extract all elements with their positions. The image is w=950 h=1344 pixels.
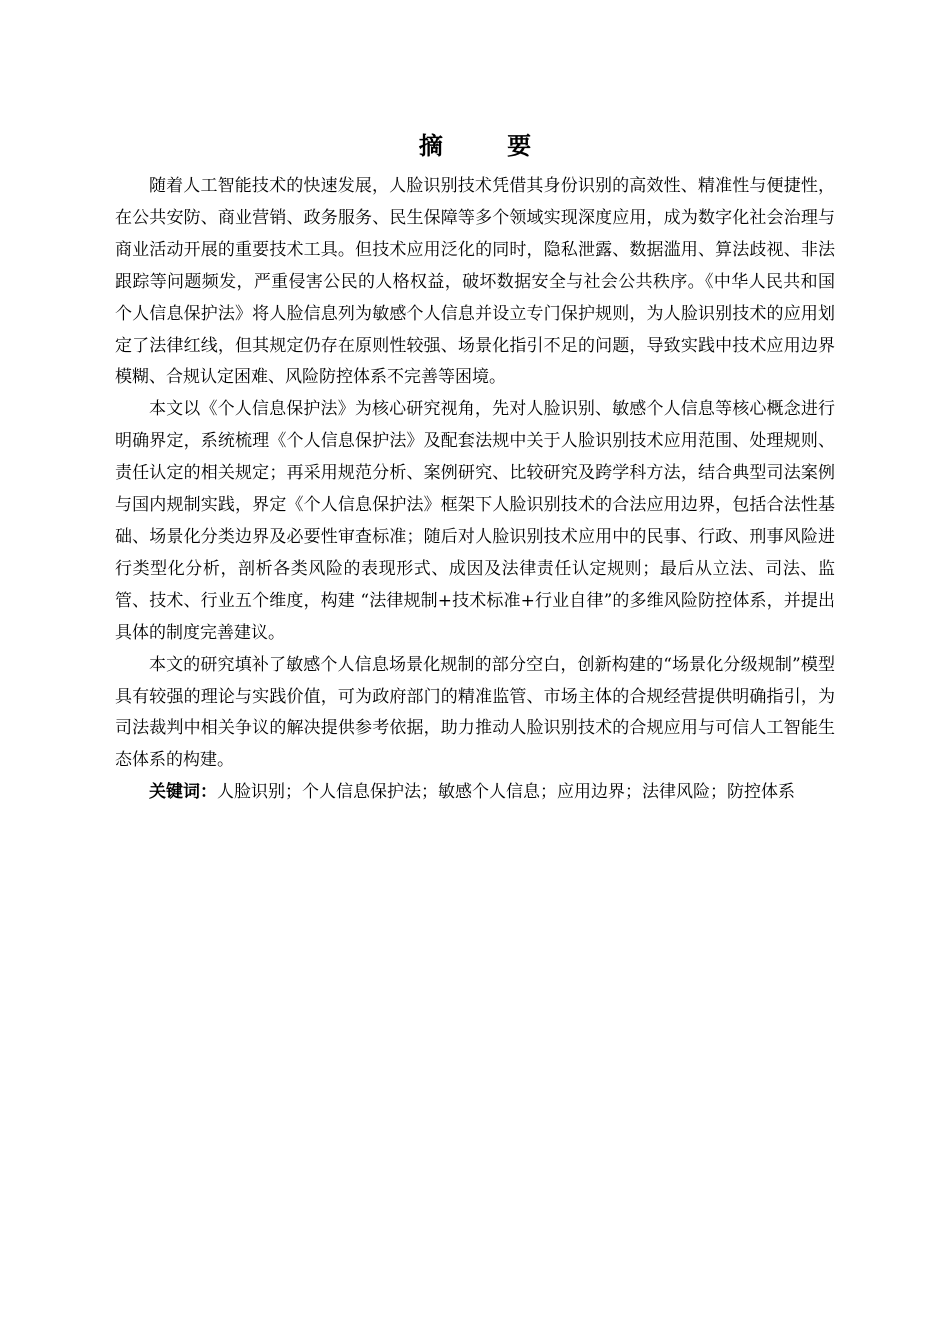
- abstract-title: 摘 要: [418, 132, 560, 160]
- abstract-paragraph-1: 随着人工智能技术的快速发展，人脸识别技术凭借其身份识别的高效性、精准性与便捷性，在公共安防、商业营销、政务服务、民生保障等多个领域实现深度应用，成为数字化社会治理与商业活动开展的重要技术工具。但技术应用泛化的同时，隐私泄露、数据滥用、算法歧视、非法跟踪等问题频发，严重侵害公民的人格权益，破坏数据安全与社会公共秩序。《中华人民共和国个人信息保护法》将人脸信息列为敏感个人信息并设立专门保护规则，为人脸识别技术的应用划定了法律红线，但其规定仍存在原则性较强、场景化指引不足的问题，导致实践中技术应用边界模糊、合规认定困难、风险防控体系不完善等困境。: [115, 176, 835, 388]
- abstract-body: [115, 171, 835, 809]
- keywords-label: 关键词：: [149, 782, 217, 803]
- abstract-paragraph-3: 本文的研究填补了敏感个人信息场景化规制的部分空白，创新构建的“场景化分级规制”模型具有较强的理论与实践价值，可为政府部门的精准监管、市场主体的合规经营提供明确指引，为司法裁判中相关争议的解决提供参考依据，助力推动人脸识别技术的合规应用与可信人工智能生态体系的构建。: [115, 654, 835, 771]
- keywords-text: 人脸识别；个人信息保护法；敏感个人信息；应用边界；法律风险；防控体系: [217, 782, 795, 803]
- keywords-line: [115, 777, 835, 809]
- abstract-paragraph-2: 本文以《个人信息保护法》为核心研究视角，先对人脸识别、敏感个人信息等核心概念进行明确界定，系统梳理《个人信息保护法》及配套法规中关于人脸识别技术应用范围、处理规则、责任认定的相关规定；再采用规范分析、案例研究、比较研究及跨学科方法，结合典型司法案例与国内规制实践，界定《个人信息保护法》框架下人脸识别技术的合法应用边界，包括合法性基础、场景化分类边界及必要性审查标准；随后对人脸识别技术应用中的民事、行政、刑事风险进行类型化分析，剖析各类风险的表现形式、成因及法律责任认定规则；最后从立法、司法、监管、技术、行业五个维度，构建 “法律规制+技术标准+行业自律”的多维风险防控体系，并提出具体的制度完善建议。: [115, 399, 835, 643]
